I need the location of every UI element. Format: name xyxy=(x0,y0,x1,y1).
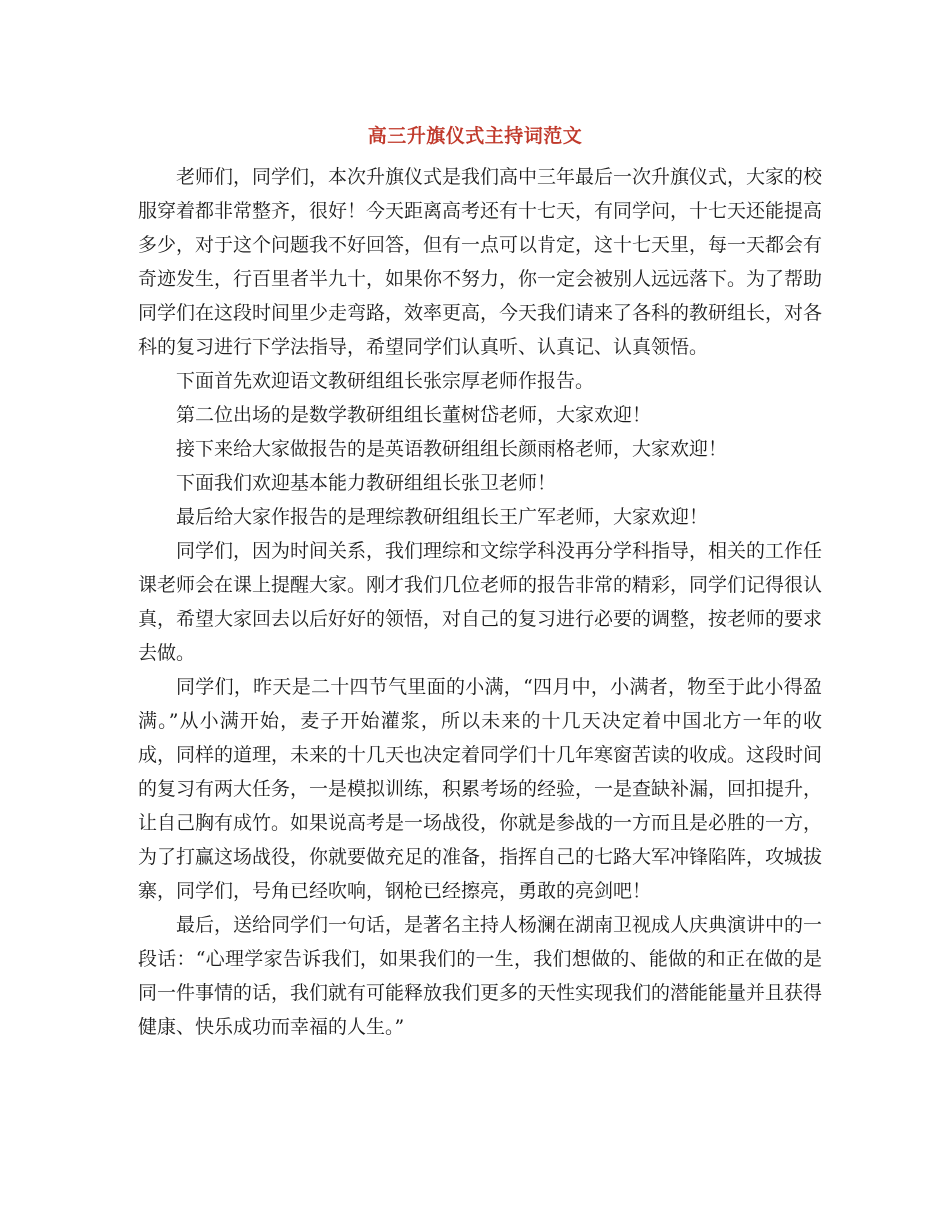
paragraph-science-report: 最后给大家作报告的是理综教研组组长王广军老师，大家欢迎！ xyxy=(176,506,709,528)
paragraph-xiaoman: 同学们，昨天是二十四节气里面的小满，“四月中，小满者，物至于此小得盈满。”从小满开始，麦子开始灌浆，所以未来的十几天决定着中国北方一年的收成，同样的道理，未来的十几天也决定着同学们十几年寒窗苦读的收成。这段时间的复习有两大任务，一是模拟训练，积累考场的经验，一是查缺补漏，回扣提升，让自己胸有成竹。如果说高考是一场战役，你就是参战的一方而且是必胜的一方，为了打赢这场战役，你就要做充足的准备，指挥自己的七路大军冲锋陷阵，攻城拔寨，同学们，号角已经吹响，钢枪已经擦亮，勇敢的亮剑吧！ xyxy=(138,676,823,902)
paragraph-math-report: 第二位出场的是数学教研组组长董树岱老师，大家欢迎！ xyxy=(176,404,652,426)
paragraph-chinese-report: 下面首先欢迎语文教研组组长张宗厚老师作报告。 xyxy=(176,370,595,392)
paragraph-basic-ability-report: 下面我们欢迎基本能力教研组组长张卫老师！ xyxy=(176,472,557,494)
paragraph-english-report: 接下来给大家做报告的是英语教研组组长颜雨格老师，大家欢迎！ xyxy=(176,438,728,460)
paragraph-intro: 老师们，同学们，本次升旗仪式是我们高中三年最后一次升旗仪式，大家的校服穿着都非常整齐，很好！今天距离高考还有十七天，有同学问，十七天还能提高多少，对于这个问题我不好回答，但有一点可以肯定，这十七天里，每一天都会有奇迹发生，行百里者半九十，如果你不努力，你一定会被别人远远落下。为了帮助同学们在这段时间里少走弯路，效率更高，今天我们请来了各科的教研组长，对各科的复习进行下学法指导，希望同学们认真听、认真记、认真领悟。 xyxy=(138,166,823,358)
document-body xyxy=(138,160,822,1044)
paragraph-time-note: 同学们，因为时间关系，我们理综和文综学科没再分学科指导，相关的工作任课老师会在课上提醒大家。刚才我们几位老师的报告非常的精彩，同学们记得很认真，希望大家回去以后好好的领悟，对自己的复习进行必要的调整，按老师的要求去做。 xyxy=(138,540,823,664)
paragraph-closing-quote: 最后，送给同学们一句话，是著名主持人杨澜在湖南卫视成人庆典演讲中的一段话：“心理学家告诉我们，如果我们的一生，我们想做的、能做的和正在做的是同一件事情的话，我们就有可能释放我们更多的天性实现我们的潜能能量并且获得健康、快乐成功而幸福的人生。” xyxy=(138,914,823,1038)
document-title: 高三升旗仪式主持词范文 xyxy=(367,125,583,147)
